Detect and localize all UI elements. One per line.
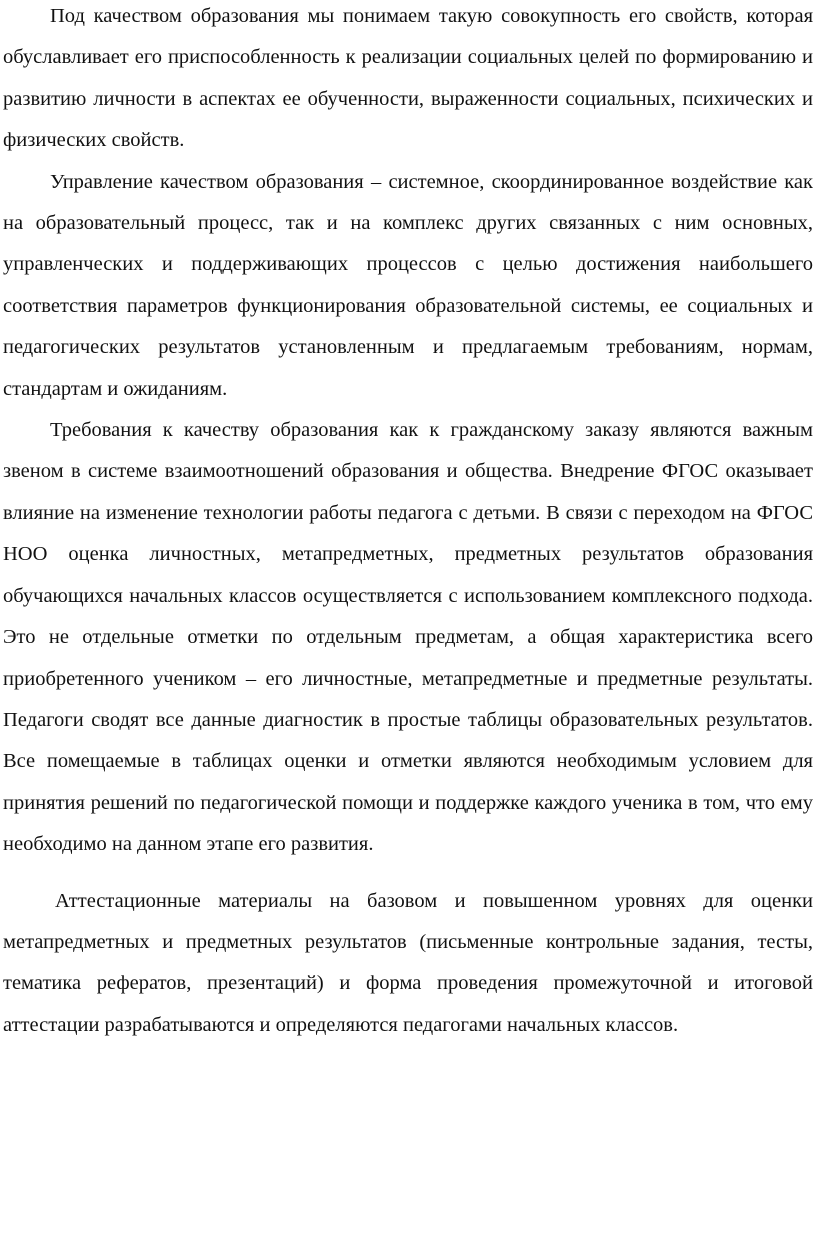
paragraph-quality-definition: Под качеством образования мы понимаем такую совокупность его свойств, которая обуславливает его приспособленность к реализации социальных целей по формированию и развитию личности в аспектах ее обученности, выраженности социальных, психических и физических свойств.	[3, 5, 813, 152]
paragraph-fgos-requirements: Требования к качеству образования как к гражданскому заказу являются важным звеном в системе взаимоотношений образования и общества. Внедрение ФГОС оказывает влияние на изменение технологии работы педагога с детьми. В связи с переходом на ФГОС НОО оценка личностных, метапредметных, предметных результатов образования обучающихся начальных классов осуществляется с использованием комплексного подхода. Это не отдельные отметки по отдельным предметам, а общая характеристика всего приобретенного учеником – его личностные, метапредметные и предметные результаты. Педагоги сводят все данные диагностик в простые таблицы образовательных результатов. Все помещаемые в таблицах оценки и отметки являются необходимым условием для принятия решений по педагогической помощи и поддержке каждого ученика в том, что ему необходимо на данном этапе его развития.	[3, 419, 813, 856]
paragraph-attestation-materials: Аттестационные материалы на базовом и повышенном уровнях для оценки метапредметных и предметных результатов (письменные контрольные задания, тесты, тематика рефератов, презентаций) и форма проведения промежуточной и итоговой аттестации разрабатываются и определяются педагогами начальных классов.	[3, 889, 813, 1036]
paragraph-quality-management: Управление качеством образования – системное, скоординированное воздействие как на образовательный процесс, так и на комплекс других связанных с ним основных, управленческих и поддерживающих процессов с целью достижения наибольшего соответствия параметров функционирования образовательной системы, ее социальных и педагогических результатов установленным и предлагаемым требованиям, нормам, стандартам и ожиданиям.	[3, 170, 813, 400]
